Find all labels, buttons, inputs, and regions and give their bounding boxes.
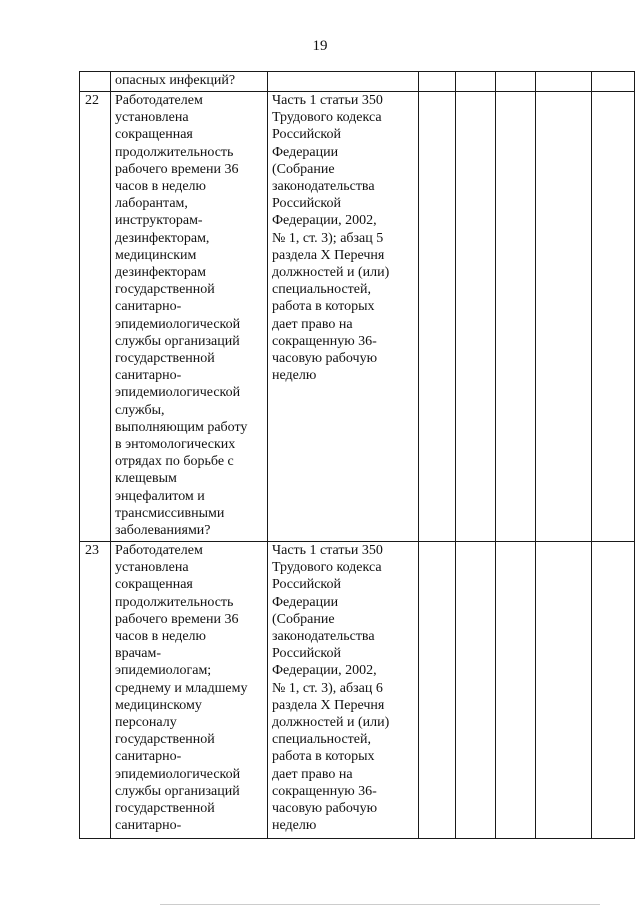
empty-cell	[592, 72, 635, 92]
question-cell	[111, 92, 268, 542]
empty-cell	[456, 72, 496, 92]
legal-basis-text: Часть 1 статьи 350 Трудового кодекса Российской Федерации (Собрание законодательства Российской Федерации, 2002, № 1, ст. 3), абзац 6 раздела X Перечня должностей и (или) специальностей, работа в которых дает право на сокращенную 36- часовую рабочую неделю	[272, 543, 390, 834]
table-row	[80, 542, 635, 839]
empty-cell	[419, 92, 456, 542]
row-number-cell	[80, 542, 111, 839]
empty-cell	[592, 542, 635, 839]
empty-cell	[496, 542, 536, 839]
empty-cell	[456, 92, 496, 542]
legal-basis-cell	[268, 92, 419, 542]
question-text: Работодателем установлена сокращенная продолжительность рабочего времени 36 часов в неделю лаборантам, инструкторам- дезинфекторам, медицинским дезинфекторам государственной санитарно- эпидемиологической службы организаций государственной санитарно- эпидемиологической службы, выполняющим работу в энтомологических отрядах по борьбе с клещевым энцефалитом и трансмиссивными заболеваниями?	[115, 93, 248, 539]
empty-cell	[456, 542, 496, 839]
row-number: 22	[85, 93, 99, 108]
empty-cell	[592, 92, 635, 542]
empty-cell	[496, 92, 536, 542]
page-number: 19	[312, 38, 328, 54]
question-cell	[111, 542, 268, 839]
question-text: Работодателем установлена сокращенная продолжительность рабочего времени 36 часов в неделю врачам- эпидемиологам; среднему и младшему медицинскому персоналу государственной санитарно- эпидемиологической службы организаций государственной санитарно-	[115, 543, 248, 834]
legal-basis-cell	[268, 72, 419, 92]
empty-cell	[419, 72, 456, 92]
legal-basis-text: Часть 1 статьи 350 Трудового кодекса Российской Федерации (Собрание законодательства Российской Федерации, 2002, № 1, ст. 3); абзац 5 раздела X Перечня должностей и (или) специальностей, работа в которых дает право на сокращенную 36- часовую рабочую неделю	[272, 93, 390, 384]
empty-cell	[419, 542, 456, 839]
empty-cell	[536, 92, 592, 542]
row-number-cell	[80, 72, 111, 92]
question-text: опасных инфекций?	[115, 73, 236, 88]
checklist-table	[79, 71, 635, 839]
empty-cell	[496, 72, 536, 92]
empty-cell	[536, 542, 592, 839]
legal-basis-cell	[268, 542, 419, 839]
table-row	[80, 72, 635, 92]
row-number: 23	[85, 543, 99, 558]
table-row	[80, 92, 635, 542]
row-number-cell	[80, 92, 111, 542]
question-cell	[111, 72, 268, 92]
empty-cell	[536, 72, 592, 92]
